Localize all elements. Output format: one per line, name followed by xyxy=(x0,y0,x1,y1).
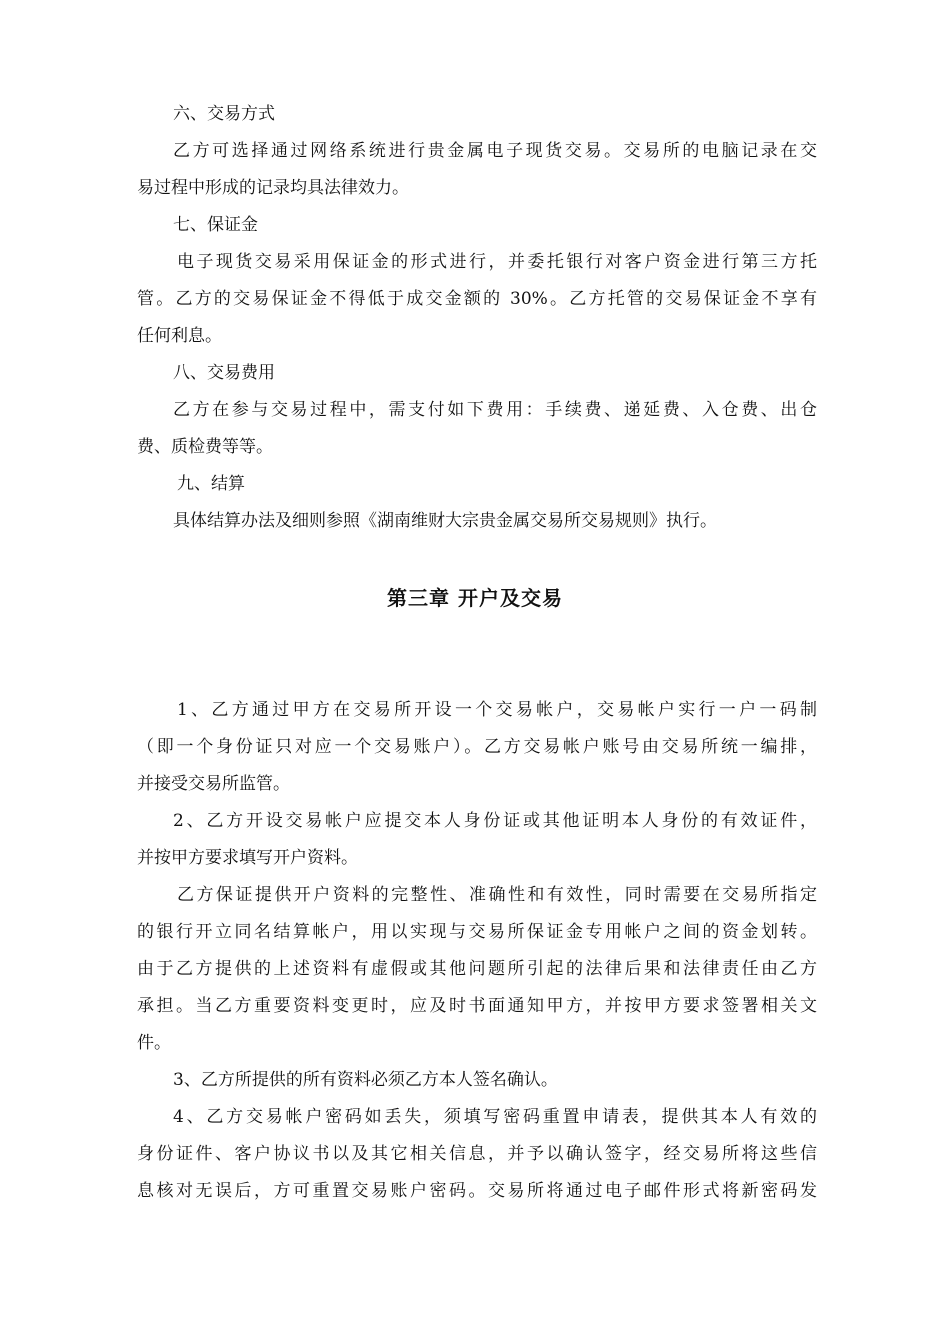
paragraph-line: 乙方在参与交易过程中，需支付如下费用：手续费、递延费、入仓费、出仓 xyxy=(173,400,817,420)
paragraph-line: 具体结算办法及细则参照《湖南维财大宗贵金属交易所交易规则》执行。 xyxy=(173,511,717,531)
paragraph-line: 管。乙方的交易保证金不得低于成交金额的 30%。乙方托管的交易保证金不享有 xyxy=(137,289,817,309)
paragraph-line: 身份证件、客户协议书以及其它相关信息，并予以确认签字，经交易所将这些信 xyxy=(137,1144,817,1164)
paragraph-line: 电子现货交易采用保证金的形式进行，并委托银行对客户资金进行第三方托 xyxy=(177,252,817,272)
paragraph-line: 1、乙方通过甲方在交易所开设一个交易帐户，交易帐户实行一户一码制 xyxy=(177,700,817,720)
paragraph-line: 乙方保证提供开户资料的完整性、准确性和有效性，同时需要在交易所指定 xyxy=(177,885,817,905)
paragraph-line: 件。 xyxy=(137,1033,171,1053)
paragraph-line: 2、乙方开设交易帐户应提交本人身份证或其他证明本人身份的有效证件， xyxy=(173,811,817,831)
section-trading-terms xyxy=(137,96,817,540)
paragraph-line: 易过程中形成的记录均具法律效力。 xyxy=(137,178,409,198)
paragraph-line: 乙方可选择通过网络系统进行贵金属电子现货交易。交易所的电脑记录在交 xyxy=(173,141,817,161)
heading-margin: 七、保证金 xyxy=(173,215,258,235)
paragraph-line: （即一个身份证只对应一个交易账户）。乙方交易帐户账号由交易所统一编排， xyxy=(137,737,817,757)
paragraph-line: 息核对无误后，方可重置交易账户密码。交易所将通过电子邮件形式将新密码发 xyxy=(137,1181,817,1201)
paragraph-line: 的银行开立同名结算帐户，用以实现与交易所保证金专用帐户之间的资金划转。 xyxy=(137,922,817,942)
section-account-opening xyxy=(137,692,817,1210)
chapter-title: 第三章 开户及交易 xyxy=(387,586,563,610)
paragraph-line: 4、乙方交易帐户密码如丢失，须填写密码重置申请表，提供其本人有效的 xyxy=(173,1107,817,1127)
paragraph-line: 并按甲方要求填写开户资料。 xyxy=(137,848,358,868)
heading-trading-method: 六、交易方式 xyxy=(173,104,275,124)
paragraph-line: 任何利息。 xyxy=(137,326,222,346)
heading-settlement: 九、结算 xyxy=(177,474,245,494)
paragraph-line: 并接受交易所监管。 xyxy=(137,774,290,794)
paragraph-line: 由于乙方提供的上述资料有虚假或其他问题所引起的法律后果和法律责任由乙方 xyxy=(137,959,817,979)
paragraph-line: 承担。当乙方重要资料变更时，应及时书面通知甲方，并按甲方要求签署相关文 xyxy=(137,996,817,1016)
paragraph-line: 费、质检费等等。 xyxy=(137,437,273,457)
paragraph-line: 3、乙方所提供的所有资料必须乙方本人签名确认。 xyxy=(173,1070,558,1090)
heading-trading-fees: 八、交易费用 xyxy=(173,363,275,383)
